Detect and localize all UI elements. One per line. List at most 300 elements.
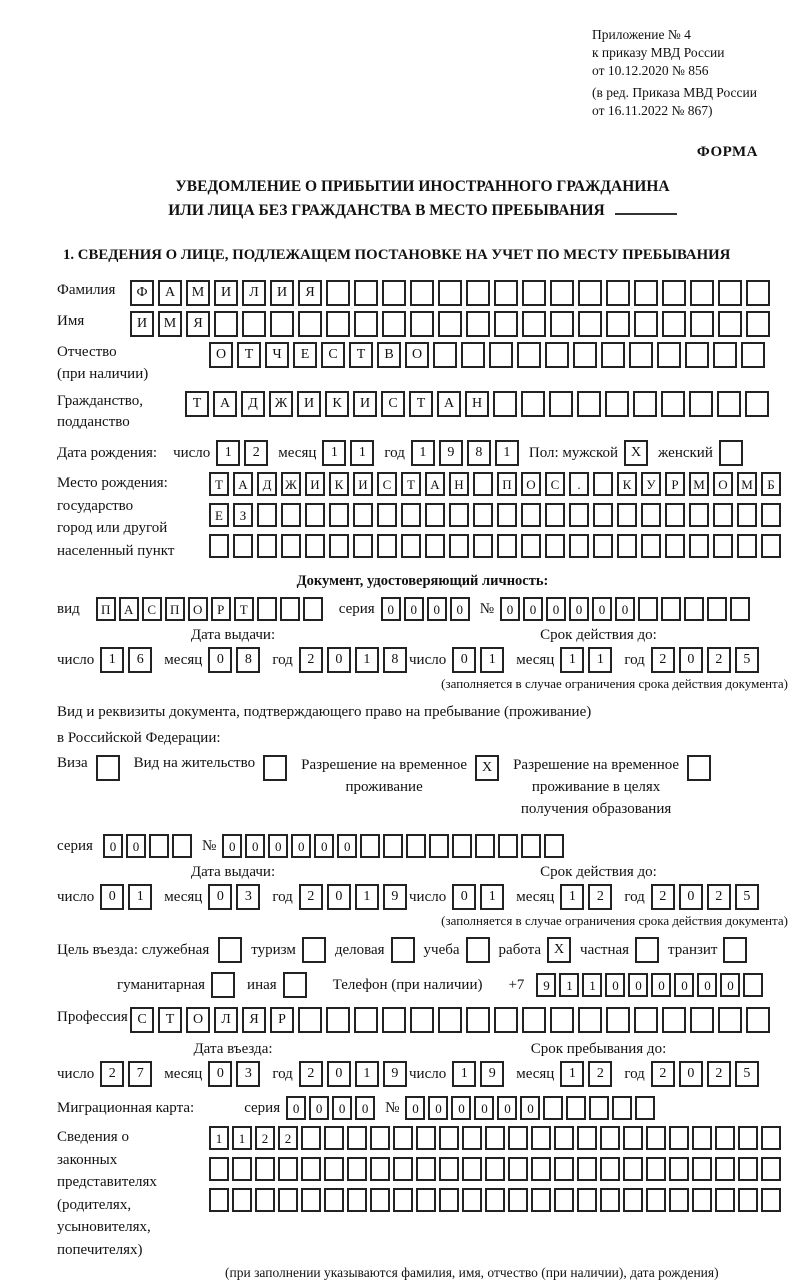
char-cell[interactable]: 1 <box>355 884 379 910</box>
char-cell[interactable] <box>689 391 713 417</box>
char-cell[interactable]: 1 <box>209 1126 229 1150</box>
char-cell[interactable] <box>635 937 659 963</box>
char-cell[interactable]: 1 <box>232 1126 252 1150</box>
char-cell[interactable] <box>633 391 657 417</box>
char-cell[interactable]: 1 <box>100 647 124 673</box>
char-cell[interactable]: И <box>353 391 377 417</box>
char-cell[interactable]: Д <box>241 391 265 417</box>
char-cell[interactable] <box>305 503 325 527</box>
char-cell[interactable]: 0 <box>615 597 635 621</box>
char-cell[interactable]: 0 <box>337 834 357 858</box>
char-cell[interactable]: 0 <box>651 973 671 997</box>
char-cell[interactable] <box>301 1188 321 1212</box>
char-cell[interactable] <box>347 1188 367 1212</box>
char-cell[interactable]: 7 <box>128 1061 152 1087</box>
char-cell[interactable] <box>600 1157 620 1181</box>
char-cell[interactable]: С <box>377 472 397 496</box>
char-cell[interactable] <box>382 280 406 306</box>
char-cell[interactable]: З <box>233 503 253 527</box>
char-cell[interactable]: 0 <box>697 973 717 997</box>
char-cell[interactable] <box>600 1188 620 1212</box>
char-cell[interactable]: О <box>521 472 541 496</box>
char-cell[interactable] <box>635 1096 655 1120</box>
char-cell[interactable] <box>531 1188 551 1212</box>
char-cell[interactable]: Б <box>761 472 781 496</box>
char-cell[interactable]: 0 <box>720 973 740 997</box>
char-cell[interactable]: 0 <box>314 834 334 858</box>
char-cell[interactable]: Ч <box>265 342 289 368</box>
char-cell[interactable] <box>634 311 658 337</box>
char-cell[interactable] <box>612 1096 632 1120</box>
char-cell[interactable]: 1 <box>560 1061 584 1087</box>
char-cell[interactable]: Т <box>409 391 433 417</box>
char-cell[interactable] <box>521 534 541 558</box>
char-cell[interactable] <box>550 311 574 337</box>
char-cell[interactable] <box>353 534 373 558</box>
char-cell[interactable]: 0 <box>245 834 265 858</box>
char-cell[interactable] <box>233 534 253 558</box>
char-cell[interactable]: 2 <box>299 647 323 673</box>
char-cell[interactable]: 1 <box>355 1061 379 1087</box>
char-cell[interactable]: Р <box>211 597 231 621</box>
char-cell[interactable]: 2 <box>651 884 675 910</box>
char-cell[interactable] <box>466 311 490 337</box>
char-cell[interactable]: 2 <box>299 1061 323 1087</box>
char-cell[interactable]: 0 <box>546 597 566 621</box>
char-cell[interactable]: 2 <box>588 884 612 910</box>
char-cell[interactable] <box>494 311 518 337</box>
char-cell[interactable] <box>689 503 709 527</box>
char-cell[interactable]: Н <box>449 472 469 496</box>
char-cell[interactable]: С <box>321 342 345 368</box>
char-cell[interactable] <box>761 1126 781 1150</box>
char-cell[interactable] <box>577 1157 597 1181</box>
char-cell[interactable] <box>270 311 294 337</box>
char-cell[interactable] <box>232 1157 252 1181</box>
char-cell[interactable] <box>393 1126 413 1150</box>
char-cell[interactable]: Т <box>209 472 229 496</box>
char-cell[interactable]: 0 <box>327 1061 351 1087</box>
char-cell[interactable] <box>715 1188 735 1212</box>
char-cell[interactable] <box>522 280 546 306</box>
char-cell[interactable] <box>554 1157 574 1181</box>
char-cell[interactable] <box>485 1188 505 1212</box>
char-cell[interactable]: 0 <box>405 1096 425 1120</box>
char-cell[interactable] <box>545 534 565 558</box>
char-cell[interactable] <box>326 311 350 337</box>
char-cell[interactable] <box>690 1007 714 1033</box>
char-cell[interactable] <box>498 834 518 858</box>
char-cell[interactable] <box>517 342 541 368</box>
char-cell[interactable] <box>566 1096 586 1120</box>
char-cell[interactable] <box>577 1126 597 1150</box>
char-cell[interactable] <box>96 755 120 781</box>
char-cell[interactable]: А <box>233 472 253 496</box>
char-cell[interactable] <box>347 1157 367 1181</box>
char-cell[interactable] <box>761 534 781 558</box>
char-cell[interactable]: Т <box>349 342 373 368</box>
char-cell[interactable] <box>257 534 277 558</box>
char-cell[interactable] <box>242 311 266 337</box>
char-cell[interactable]: Р <box>665 472 685 496</box>
char-cell[interactable] <box>377 534 397 558</box>
char-cell[interactable] <box>257 503 277 527</box>
char-cell[interactable]: 0 <box>452 647 476 673</box>
char-cell[interactable] <box>281 503 301 527</box>
char-cell[interactable] <box>149 834 169 858</box>
char-cell[interactable] <box>545 503 565 527</box>
char-cell[interactable] <box>232 1188 252 1212</box>
char-cell[interactable]: 5 <box>735 884 759 910</box>
char-cell[interactable]: 1 <box>559 973 579 997</box>
char-cell[interactable] <box>629 342 653 368</box>
char-cell[interactable] <box>550 280 574 306</box>
char-cell[interactable]: 0 <box>208 884 232 910</box>
char-cell[interactable]: 2 <box>278 1126 298 1150</box>
char-cell[interactable] <box>641 534 661 558</box>
char-cell[interactable] <box>353 503 373 527</box>
char-cell[interactable] <box>544 834 564 858</box>
char-cell[interactable] <box>370 1157 390 1181</box>
char-cell[interactable]: 0 <box>208 647 232 673</box>
char-cell[interactable]: 1 <box>355 647 379 673</box>
char-cell[interactable] <box>211 972 235 998</box>
char-cell[interactable]: Н <box>465 391 489 417</box>
char-cell[interactable] <box>508 1157 528 1181</box>
char-cell[interactable] <box>715 1157 735 1181</box>
char-cell[interactable]: 8 <box>467 440 491 466</box>
char-cell[interactable] <box>301 1126 321 1150</box>
char-cell[interactable] <box>593 534 613 558</box>
char-cell[interactable]: Д <box>257 472 277 496</box>
char-cell[interactable]: 0 <box>592 597 612 621</box>
char-cell[interactable] <box>497 503 517 527</box>
char-cell[interactable]: 0 <box>291 834 311 858</box>
char-cell[interactable]: Л <box>214 1007 238 1033</box>
char-cell[interactable]: 0 <box>679 1061 703 1087</box>
char-cell[interactable] <box>578 1007 602 1033</box>
char-cell[interactable] <box>301 1157 321 1181</box>
char-cell[interactable] <box>606 311 630 337</box>
char-cell[interactable] <box>738 1157 758 1181</box>
char-cell[interactable] <box>713 534 733 558</box>
char-cell[interactable]: 0 <box>427 597 447 621</box>
char-cell[interactable] <box>745 391 769 417</box>
char-cell[interactable]: 2 <box>651 1061 675 1087</box>
char-cell[interactable] <box>452 834 472 858</box>
char-cell[interactable] <box>646 1188 666 1212</box>
char-cell[interactable] <box>494 280 518 306</box>
char-cell[interactable] <box>657 342 681 368</box>
char-cell[interactable] <box>554 1126 574 1150</box>
char-cell[interactable]: 9 <box>383 884 407 910</box>
char-cell[interactable]: 1 <box>560 884 584 910</box>
char-cell[interactable] <box>578 280 602 306</box>
char-cell[interactable] <box>746 280 770 306</box>
char-cell[interactable] <box>521 391 545 417</box>
char-cell[interactable] <box>521 503 541 527</box>
char-cell[interactable]: 1 <box>216 440 240 466</box>
char-cell[interactable]: К <box>617 472 637 496</box>
char-cell[interactable]: С <box>142 597 162 621</box>
char-cell[interactable] <box>687 755 711 781</box>
char-cell[interactable] <box>473 503 493 527</box>
char-cell[interactable]: 1 <box>495 440 519 466</box>
char-cell[interactable] <box>354 311 378 337</box>
char-cell[interactable]: П <box>165 597 185 621</box>
char-cell[interactable] <box>715 1126 735 1150</box>
char-cell[interactable]: 1 <box>128 884 152 910</box>
char-cell[interactable]: 1 <box>582 973 602 997</box>
char-cell[interactable] <box>746 311 770 337</box>
char-cell[interactable] <box>439 1188 459 1212</box>
char-cell[interactable] <box>646 1126 666 1150</box>
char-cell[interactable]: 0 <box>605 973 625 997</box>
char-cell[interactable] <box>461 342 485 368</box>
char-cell[interactable] <box>278 1188 298 1212</box>
char-cell[interactable]: М <box>689 472 709 496</box>
char-cell[interactable] <box>406 834 426 858</box>
char-cell[interactable]: Ж <box>281 472 301 496</box>
char-cell[interactable] <box>475 834 495 858</box>
char-cell[interactable] <box>377 503 397 527</box>
char-cell[interactable]: П <box>497 472 517 496</box>
char-cell[interactable] <box>326 1007 350 1033</box>
char-cell[interactable] <box>743 973 763 997</box>
char-cell[interactable] <box>382 1007 406 1033</box>
char-cell[interactable] <box>641 503 661 527</box>
char-cell[interactable] <box>577 391 601 417</box>
char-cell[interactable] <box>662 1007 686 1033</box>
char-cell[interactable] <box>606 280 630 306</box>
char-cell[interactable]: 0 <box>327 647 351 673</box>
char-cell[interactable] <box>438 311 462 337</box>
char-cell[interactable] <box>601 342 625 368</box>
char-cell[interactable] <box>214 311 238 337</box>
char-cell[interactable] <box>302 937 326 963</box>
char-cell[interactable] <box>718 1007 742 1033</box>
char-cell[interactable] <box>382 311 406 337</box>
char-cell[interactable] <box>449 503 469 527</box>
char-cell[interactable] <box>485 1126 505 1150</box>
char-cell[interactable]: 0 <box>569 597 589 621</box>
char-cell[interactable] <box>761 503 781 527</box>
char-cell[interactable] <box>713 342 737 368</box>
char-cell[interactable]: 0 <box>500 597 520 621</box>
char-cell[interactable] <box>172 834 192 858</box>
char-cell[interactable] <box>522 1007 546 1033</box>
char-cell[interactable] <box>617 534 637 558</box>
char-cell[interactable]: Е <box>293 342 317 368</box>
char-cell[interactable]: К <box>329 472 349 496</box>
char-cell[interactable] <box>410 1007 434 1033</box>
char-cell[interactable] <box>494 1007 518 1033</box>
char-cell[interactable]: 1 <box>480 647 504 673</box>
char-cell[interactable]: У <box>641 472 661 496</box>
char-cell[interactable] <box>218 937 242 963</box>
char-cell[interactable]: 6 <box>128 647 152 673</box>
char-cell[interactable] <box>255 1157 275 1181</box>
char-cell[interactable] <box>326 280 350 306</box>
char-cell[interactable] <box>737 534 757 558</box>
char-cell[interactable]: К <box>325 391 349 417</box>
char-cell[interactable]: Я <box>242 1007 266 1033</box>
char-cell[interactable] <box>761 1157 781 1181</box>
char-cell[interactable]: 0 <box>126 834 146 858</box>
char-cell[interactable]: 2 <box>651 647 675 673</box>
char-cell[interactable] <box>497 534 517 558</box>
char-cell[interactable] <box>305 534 325 558</box>
char-cell[interactable]: С <box>381 391 405 417</box>
char-cell[interactable]: 1 <box>480 884 504 910</box>
char-cell[interactable] <box>410 311 434 337</box>
char-cell[interactable] <box>573 342 597 368</box>
char-cell[interactable] <box>370 1126 390 1150</box>
char-cell[interactable] <box>690 280 714 306</box>
char-cell[interactable] <box>623 1157 643 1181</box>
char-cell[interactable] <box>738 1126 758 1150</box>
char-cell[interactable] <box>383 834 403 858</box>
char-cell[interactable]: X <box>547 937 571 963</box>
char-cell[interactable]: И <box>214 280 238 306</box>
char-cell[interactable] <box>606 1007 630 1033</box>
char-cell[interactable]: 0 <box>103 834 123 858</box>
char-cell[interactable] <box>634 1007 658 1033</box>
char-cell[interactable] <box>425 534 445 558</box>
char-cell[interactable]: А <box>158 280 182 306</box>
char-cell[interactable]: О <box>209 342 233 368</box>
char-cell[interactable] <box>578 311 602 337</box>
char-cell[interactable] <box>605 391 629 417</box>
char-cell[interactable]: 0 <box>100 884 124 910</box>
char-cell[interactable]: А <box>119 597 139 621</box>
char-cell[interactable]: . <box>569 472 589 496</box>
char-cell[interactable]: 2 <box>299 884 323 910</box>
char-cell[interactable]: 1 <box>350 440 374 466</box>
char-cell[interactable]: 0 <box>327 884 351 910</box>
char-cell[interactable] <box>661 391 685 417</box>
char-cell[interactable] <box>692 1126 712 1150</box>
char-cell[interactable] <box>303 597 323 621</box>
char-cell[interactable]: 0 <box>268 834 288 858</box>
char-cell[interactable]: 2 <box>588 1061 612 1087</box>
char-cell[interactable] <box>531 1126 551 1150</box>
char-cell[interactable]: 5 <box>735 647 759 673</box>
char-cell[interactable]: Р <box>270 1007 294 1033</box>
char-cell[interactable]: 0 <box>474 1096 494 1120</box>
char-cell[interactable]: В <box>377 342 401 368</box>
char-cell[interactable] <box>370 1188 390 1212</box>
char-cell[interactable]: Т <box>234 597 254 621</box>
char-cell[interactable] <box>661 597 681 621</box>
char-cell[interactable] <box>449 534 469 558</box>
char-cell[interactable] <box>623 1126 643 1150</box>
char-cell[interactable] <box>473 472 493 496</box>
char-cell[interactable] <box>347 1126 367 1150</box>
char-cell[interactable] <box>466 937 490 963</box>
char-cell[interactable]: А <box>437 391 461 417</box>
char-cell[interactable]: Т <box>237 342 261 368</box>
char-cell[interactable] <box>692 1157 712 1181</box>
char-cell[interactable] <box>324 1157 344 1181</box>
char-cell[interactable] <box>730 597 750 621</box>
char-cell[interactable] <box>324 1188 344 1212</box>
char-cell[interactable] <box>718 311 742 337</box>
char-cell[interactable]: Л <box>242 280 266 306</box>
char-cell[interactable]: 9 <box>383 1061 407 1087</box>
char-cell[interactable]: 3 <box>236 1061 260 1087</box>
char-cell[interactable]: Ф <box>130 280 154 306</box>
char-cell[interactable] <box>255 1188 275 1212</box>
char-cell[interactable]: И <box>130 311 154 337</box>
char-cell[interactable]: 2 <box>100 1061 124 1087</box>
char-cell[interactable] <box>329 534 349 558</box>
char-cell[interactable] <box>416 1126 436 1150</box>
char-cell[interactable] <box>354 1007 378 1033</box>
char-cell[interactable]: А <box>425 472 445 496</box>
char-cell[interactable]: 9 <box>536 973 556 997</box>
char-cell[interactable]: 0 <box>674 973 694 997</box>
char-cell[interactable] <box>707 597 727 621</box>
char-cell[interactable] <box>324 1126 344 1150</box>
char-cell[interactable] <box>761 1188 781 1212</box>
char-cell[interactable]: 8 <box>383 647 407 673</box>
char-cell[interactable] <box>429 834 449 858</box>
char-cell[interactable]: 9 <box>439 440 463 466</box>
char-cell[interactable] <box>577 1188 597 1212</box>
char-cell[interactable] <box>521 834 541 858</box>
char-cell[interactable]: И <box>270 280 294 306</box>
char-cell[interactable]: 3 <box>236 884 260 910</box>
char-cell[interactable]: Е <box>209 503 229 527</box>
char-cell[interactable]: О <box>188 597 208 621</box>
char-cell[interactable] <box>717 391 741 417</box>
char-cell[interactable]: И <box>305 472 325 496</box>
char-cell[interactable] <box>438 280 462 306</box>
char-cell[interactable] <box>280 597 300 621</box>
char-cell[interactable] <box>718 280 742 306</box>
char-cell[interactable] <box>545 342 569 368</box>
char-cell[interactable]: 0 <box>428 1096 448 1120</box>
char-cell[interactable] <box>593 503 613 527</box>
char-cell[interactable] <box>393 1157 413 1181</box>
char-cell[interactable]: С <box>545 472 565 496</box>
char-cell[interactable] <box>410 280 434 306</box>
char-cell[interactable]: М <box>737 472 757 496</box>
char-cell[interactable]: 0 <box>628 973 648 997</box>
char-cell[interactable]: 0 <box>381 597 401 621</box>
char-cell[interactable] <box>439 1157 459 1181</box>
char-cell[interactable] <box>684 597 704 621</box>
char-cell[interactable] <box>719 440 743 466</box>
char-cell[interactable]: 1 <box>560 647 584 673</box>
char-cell[interactable]: 2 <box>255 1126 275 1150</box>
char-cell[interactable]: 0 <box>208 1061 232 1087</box>
char-cell[interactable] <box>600 1126 620 1150</box>
char-cell[interactable]: 2 <box>707 1061 731 1087</box>
char-cell[interactable] <box>433 342 457 368</box>
char-cell[interactable]: Я <box>298 280 322 306</box>
char-cell[interactable]: 9 <box>480 1061 504 1087</box>
char-cell[interactable] <box>665 534 685 558</box>
char-cell[interactable]: 0 <box>452 884 476 910</box>
char-cell[interactable] <box>283 972 307 998</box>
char-cell[interactable] <box>416 1188 436 1212</box>
char-cell[interactable] <box>462 1126 482 1150</box>
char-cell[interactable] <box>569 503 589 527</box>
char-cell[interactable] <box>485 1157 505 1181</box>
char-cell[interactable] <box>439 1126 459 1150</box>
